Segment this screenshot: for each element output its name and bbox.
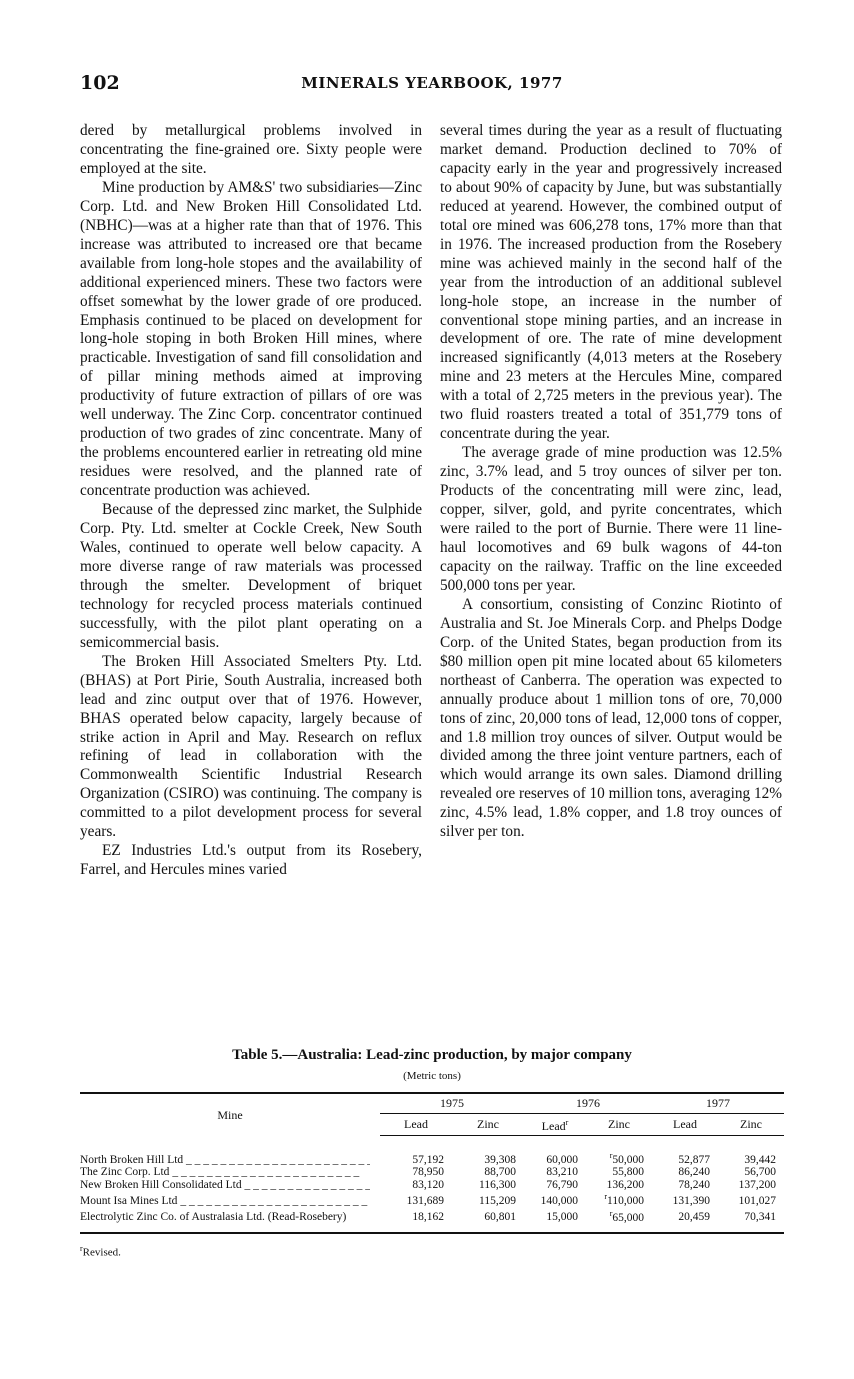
year-header: 1976 bbox=[524, 1093, 652, 1113]
year-header: 1977 bbox=[652, 1093, 784, 1113]
column-header: Zinc bbox=[718, 1113, 784, 1136]
value-cell: 101,027 bbox=[738, 1195, 776, 1208]
table-row bbox=[80, 1191, 784, 1207]
paragraph: The Broken Hill Associated Smelters Pty. Ltd. (BHAS) at Port Pirie, South Australia, increased both lead and zinc output over that of 1976. However, BHAS operated below capacity, largely because of strike action in April and May. Research on reflux refining of lead in collaboration with the Commonwealth Scientific Industrial Research Organization (CSIRO) was continuing. The company is committed to a pilot development process for several years. bbox=[80, 652, 422, 841]
running-title: MINERALS YEARBOOK, 1977 bbox=[301, 74, 563, 92]
production-table-section bbox=[80, 1047, 784, 1259]
column-header: Zinc bbox=[586, 1113, 652, 1136]
value-cell: 60,801 bbox=[452, 1208, 524, 1233]
year-header: 1975 bbox=[380, 1093, 524, 1113]
value-cell: 88,700 bbox=[484, 1166, 516, 1179]
table-footnote: $^r$Revised. bbox=[80, 1243, 121, 1259]
value-cell: 18,162 bbox=[380, 1208, 452, 1233]
paragraph: several times during the year as a result of fluctuating market demand. Production declined to 70% of capacity early in the year and progressively increased to about 90% of capacity by June, but was substantially reduced at yearend. However, the combined output of total ore mined was 606,278 tons, 17% more than that in 1976. The increased production from the Rosebery mine was achieved mainly in the second half of the year from the introduction of an additional sublevel long-hole stope, an increase in the number of conventional stope mining parties, and an increase in development of ore. The rate of mine development increased significantly (4,013 meters at the Rosebery mine and 23 meters at the Hercules Mine, compared with a total of 2,725 meters in the previous year). The two fluid roasters treated a total of 351,779 tons of concentrate during the year. bbox=[440, 122, 782, 443]
value-cell: 52,877 bbox=[678, 1153, 710, 1166]
value-cell: 131,390 bbox=[672, 1195, 710, 1208]
paragraph: Because of the depressed zinc market, the Sulphide Corp. Pty. Ltd. smelter at Cockle Creek, New South Wales, continued to operate well below capacity. A more diverse range of raw materials was processed through the smelter. Development of briquet technology for recycled process materials continued successfully, with the pilot plant operating on a semicommercial basis. bbox=[80, 501, 422, 651]
value-cell: 76,790 bbox=[546, 1178, 578, 1191]
value-cell: 86,240 bbox=[678, 1166, 710, 1179]
value-cell: 137,200 bbox=[738, 1178, 776, 1191]
table-subtitle: (Metric tons) bbox=[403, 1070, 461, 1082]
value-cell: 83,210 bbox=[546, 1166, 578, 1179]
mine-name-cell: The Zinc Corp. Ltd _ _ _ bbox=[80, 1166, 380, 1179]
value-cell: 56,700 bbox=[744, 1166, 776, 1179]
value-cell: 131,689 bbox=[406, 1195, 444, 1208]
table-body bbox=[80, 1136, 784, 1233]
value-cell: 60,000 bbox=[546, 1153, 578, 1166]
mine-name-cell: New Broken Hill Consolidated Ltd _ _ _ bbox=[80, 1179, 380, 1192]
value-cell: 116,300 bbox=[479, 1178, 516, 1191]
value-cell: 20,459 bbox=[652, 1208, 718, 1233]
column-header: Lead$^r$ bbox=[524, 1113, 586, 1136]
value-cell: 83,120 bbox=[412, 1178, 444, 1191]
paragraph: A consortium, consisting of Conzinc Riotinto of Australia and St. Joe Minerals Corp. and Phelps Dodge Corp. of the United States, began production from its $80 million open pit mine located about 65 kilometers northeast of Canberra. The operation was expected to annually produce about 1 million tons of ore, 70,000 tons of zinc, 20,000 tons of lead, 12,000 tons of copper, and 1.8 million troy ounces of silver. Output would be divided among the three joint venture partners, each of which would arrange its own sales. Diamond drilling revealed ore reserves of 10 million tons, averaging 12% zinc, 4.5% lead, 1.8% copper, and 1.8 troy ounces of silver per ton. bbox=[440, 595, 782, 841]
paragraph: The average grade of mine production was 12.5% zinc, 3.7% lead, and 5 troy ounces of silver per ton. Products of the concentrating mill were zinc, lead, copper, silver, gold, and pyrite concentrates, which were railed to the port of Burnie. There were 11 line-haul locomotives and 69 bulk wagons of 44-ton capacity on the railway. Traffic on the line exceeded 500,000 tons per year. bbox=[440, 444, 782, 594]
mine-name-cell: North Broken Hill Ltd _ _ _ bbox=[80, 1136, 380, 1167]
value-cell: 136,200 bbox=[606, 1178, 644, 1191]
value-cell: 39,442 bbox=[744, 1153, 776, 1166]
column-header: Zinc bbox=[452, 1113, 524, 1136]
value-cell: $^r$50,000 bbox=[609, 1151, 644, 1166]
page-number: 102 bbox=[80, 72, 120, 94]
value-cell: 57,192 bbox=[412, 1153, 444, 1166]
column-header: Lead bbox=[652, 1113, 718, 1136]
left-column bbox=[80, 122, 422, 880]
value-cell: 55,800 bbox=[612, 1166, 644, 1179]
mine-name-cell: Mount Isa Mines Ltd _ _ _ bbox=[80, 1191, 380, 1207]
paragraph: dered by metallurgical problems involved in concentrating the fine-grained ore. Sixty people were employed at the site. bbox=[80, 122, 422, 177]
value-cell: 78,950 bbox=[412, 1166, 444, 1179]
right-column bbox=[440, 122, 782, 842]
table-row bbox=[80, 1179, 784, 1192]
page-header bbox=[80, 72, 784, 100]
table-row bbox=[80, 1166, 784, 1179]
value-cell: $^r$110,000 bbox=[604, 1192, 644, 1208]
value-cell: 140,000 bbox=[540, 1195, 578, 1208]
paragraph: Mine production by AM&S' two subsidiaries—Zinc Corp. Ltd. and New Broken Hill Consolidated Ltd. (NBHC)—was at a higher rate than that of 1976. This increase was attributed to increased ore that became available from long-hole stopes and the availability of additional experienced miners. These two factors were offset somewhat by the lower grade of ore produced. Emphasis continued to be placed on development for long-hole stoping in both Broken Hill mines, where practicable. Investigation of sand fill consolidation and of pillar mining methods aimed at improving productivity of future extraction of pillars of ore was well underway. The Zinc Corp. concentrator continued production of two grades of zinc concentrate. Many of the problems encountered earlier in retreating old mine residues were resolved, and the planned rate of concentrate production was achieved. bbox=[80, 178, 422, 500]
value-cell: 39,308 bbox=[484, 1153, 516, 1166]
mine-name-cell: Electrolytic Zinc Co. of Australasia Ltd. (Read-Rosebery) bbox=[80, 1208, 380, 1233]
column-header: Lead bbox=[380, 1113, 452, 1136]
value-cell: 15,000 bbox=[524, 1208, 586, 1233]
mine-header: Mine bbox=[217, 1107, 243, 1122]
table-title: Table 5.—Australia: Lead-zinc production, by major company bbox=[232, 1047, 632, 1063]
value-cell: 78,240 bbox=[678, 1178, 710, 1191]
value-cell: 70,341 bbox=[718, 1208, 784, 1233]
table-row bbox=[80, 1136, 784, 1167]
value-cell: $^r$65,000 bbox=[586, 1208, 652, 1233]
paragraph: EZ Industries Ltd.'s output from its Rosebery, Farrel, and Hercules mines varied bbox=[80, 842, 422, 879]
table-row bbox=[80, 1208, 784, 1233]
value-cell: 115,209 bbox=[479, 1195, 516, 1208]
production-table bbox=[80, 1092, 784, 1234]
